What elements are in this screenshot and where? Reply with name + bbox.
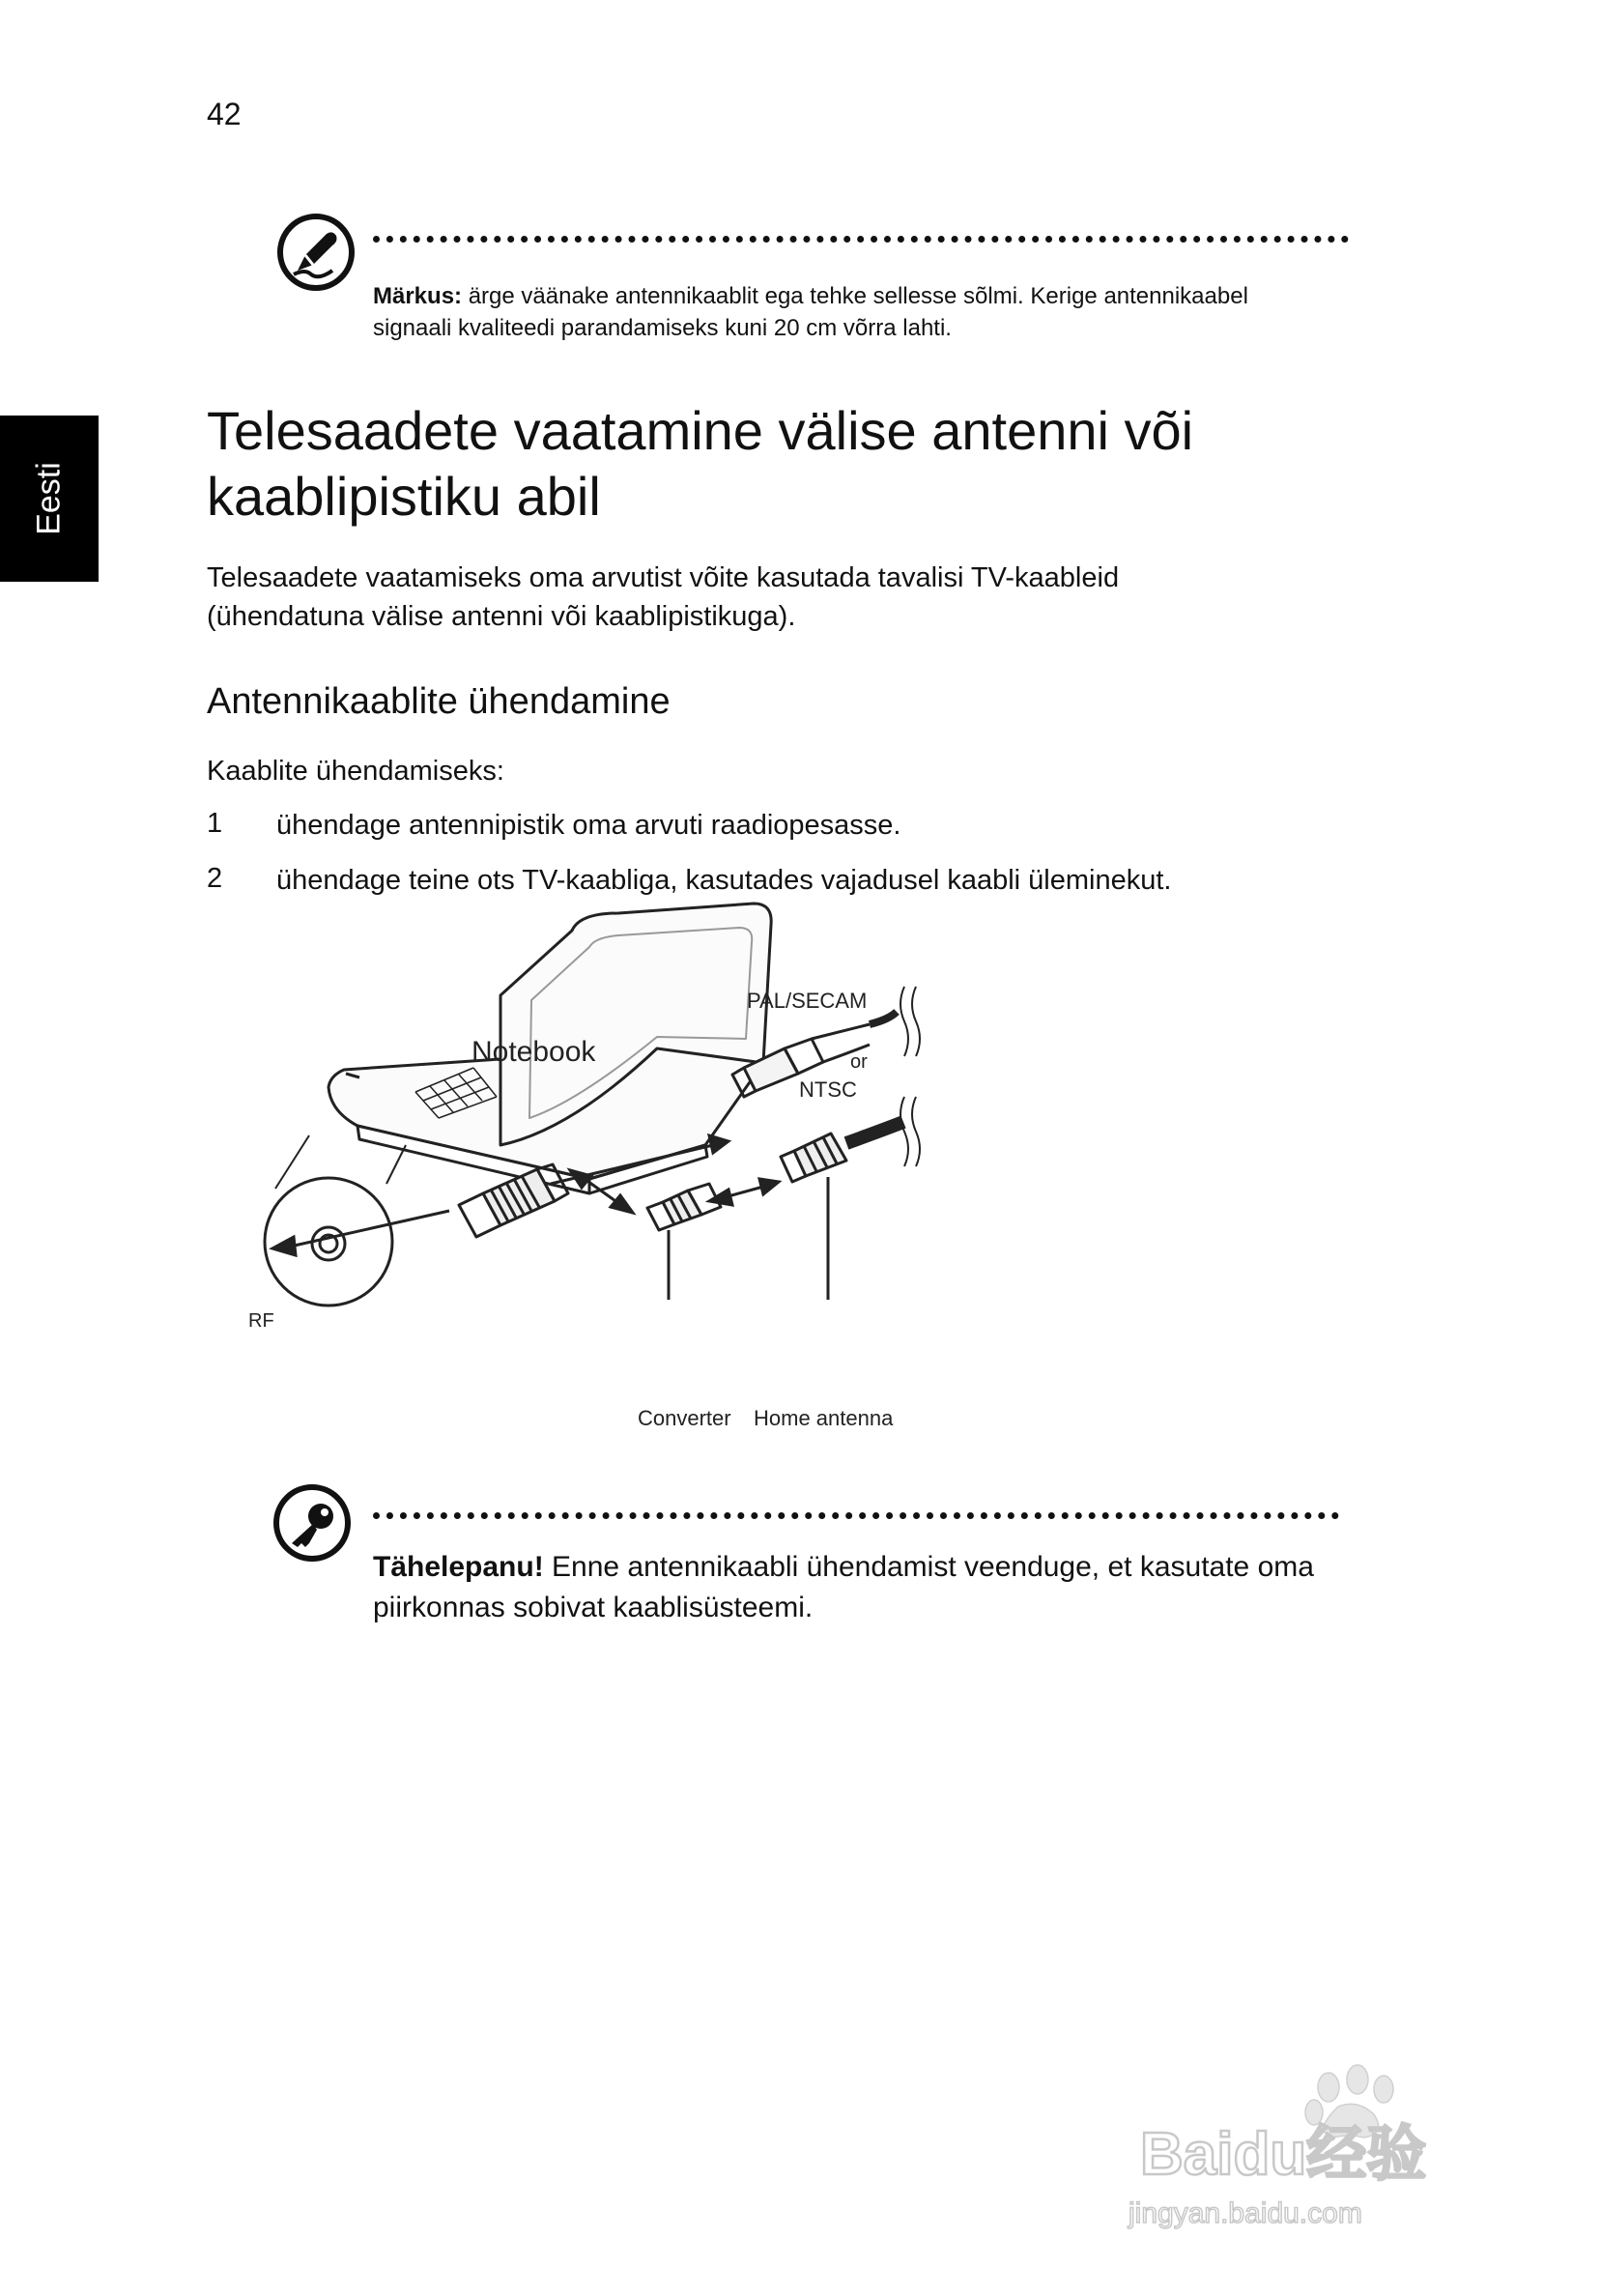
step-number: 2	[207, 863, 223, 894]
subsection-title: Antennikaablite ühendamine	[207, 681, 671, 722]
antenna-connection-diagram	[248, 904, 1343, 1454]
label-ntsc: NTSC	[799, 1077, 857, 1102]
page-number: 42	[207, 97, 242, 131]
label-rf: RF	[248, 1310, 274, 1332]
note-body: ärge väänake antennikaablit ega tehke sellesse sõlmi. Kerige antennikaabel signaali kvaliteedi parandamiseks kuni 20 cm võrra lahti.	[373, 283, 1248, 341]
intro-paragraph: Telesaadete vaatamiseks oma arvutist võite kasutada tavalisi TV-kaableid (ühendatuna välise antenni või kaablipistikuga).	[207, 562, 1120, 632]
tip-body: Enne antennikaabli ühendamist veenduge, et kasutate oma piirkonnas sobivat kaablisüsteemi.	[373, 1551, 1314, 1623]
key-important-icon	[272, 1483, 352, 1563]
step-text: ühendage antennipistik oma arvuti raadiopesasse.	[276, 810, 901, 841]
tip-divider	[373, 1512, 1339, 1519]
step-text: ühendage teine ots TV-kaabliga, kasutades vajadusel kaabli üleminekut.	[276, 865, 1172, 896]
watermark-brand: Baidu经验	[1140, 2121, 1427, 2188]
label-converter: Converter	[638, 1406, 731, 1430]
section-title: Telesaadete vaatamine välise antenni või kaablipistiku abil	[207, 400, 1194, 527]
pen-note-icon	[276, 213, 356, 292]
label-pal-secam: PAL/SECAM	[747, 989, 868, 1013]
steps-lead: Kaablite ühendamiseks:	[207, 756, 504, 787]
note-text	[373, 280, 1300, 344]
label-home-antenna: Home antenna	[754, 1406, 894, 1430]
language-tab	[0, 416, 99, 582]
converter-adapter	[647, 1184, 721, 1230]
tip-text	[373, 1547, 1339, 1628]
step-number: 1	[207, 808, 223, 839]
note-label: Märkus:	[373, 283, 463, 309]
watermark-url: jingyan.baidu.com	[1129, 2197, 1362, 2229]
note-divider	[373, 236, 1349, 243]
language-tab-label: Eesti	[30, 462, 68, 535]
tip-label: Tähelepanu!	[373, 1551, 544, 1583]
label-or: or	[850, 1051, 868, 1073]
label-notebook: Notebook	[471, 1036, 596, 1068]
ntsc-plug	[781, 1122, 903, 1182]
baidu-watermark	[1121, 2029, 1507, 2232]
